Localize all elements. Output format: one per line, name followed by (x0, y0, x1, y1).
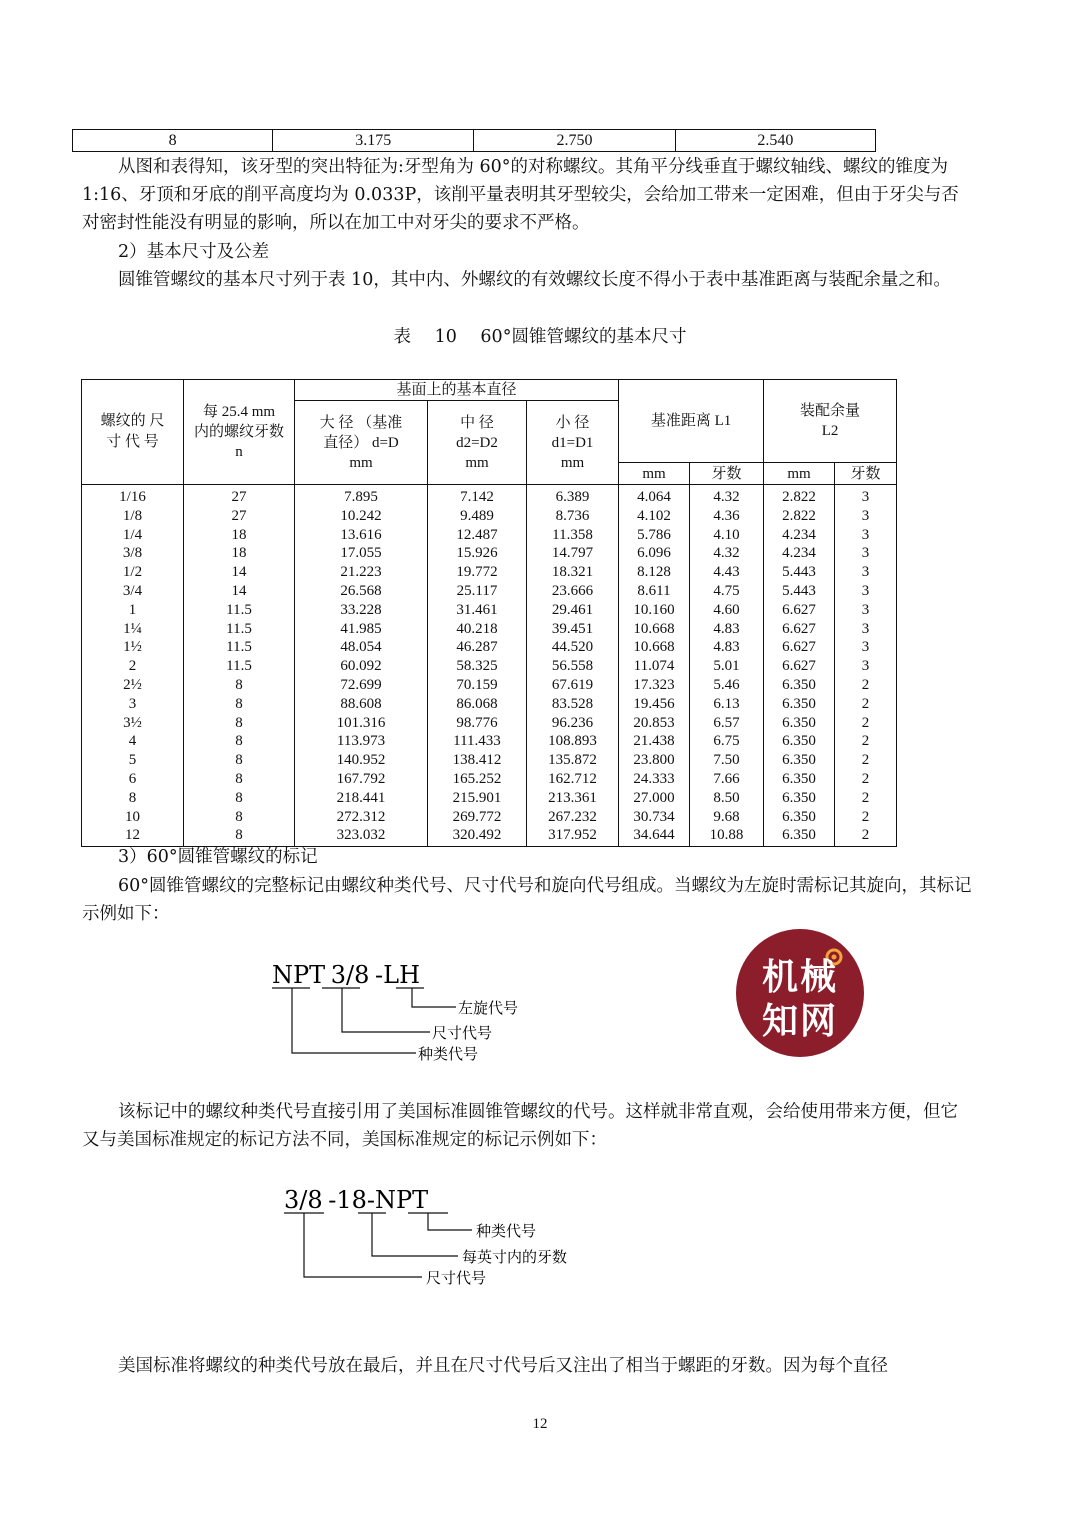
table-cell: 41.985 (295, 620, 428, 639)
table-cell: 30.734 (619, 808, 690, 827)
table-cell: 26.568 (295, 582, 428, 601)
table-cell: 11.5 (184, 601, 295, 620)
logo-text-line1: 机械 (761, 957, 838, 998)
table-cell: 4.43 (690, 563, 764, 582)
table-cell: 6.350 (764, 695, 835, 714)
table-cell: 1/8 (82, 507, 184, 526)
table-cell: 8 (184, 695, 295, 714)
table-cell: 7.895 (295, 485, 428, 507)
table-cell: 11.358 (527, 526, 619, 545)
header-unit-mm: mm (764, 463, 835, 485)
table-cell: 4.32 (690, 485, 764, 507)
heading-text: 3）60°圆锥管螺纹的标记 (118, 847, 318, 867)
table-cell: 4.234 (764, 526, 835, 545)
table-cell: 10 (82, 808, 184, 827)
table-cell: 267.232 (527, 808, 619, 827)
table-cell: 10.160 (619, 601, 690, 620)
table-cell: 4.83 (690, 638, 764, 657)
table-cell: 113.973 (295, 732, 428, 751)
header-text: 装配余量 L2 (800, 403, 861, 439)
table-cell: 70.159 (428, 676, 527, 695)
table-cell: 215.901 (428, 789, 527, 808)
table-cell: 21.223 (295, 563, 428, 582)
header-text: 螺纹的 尺 寸 代 号 (100, 413, 165, 450)
paragraph-marking (82, 872, 972, 928)
paragraph-basic-dimensions (82, 266, 972, 294)
table-cell: 8 (184, 732, 295, 751)
table-row (82, 695, 897, 714)
table-cell: 12 (82, 826, 184, 846)
table-cell: 1/16 (82, 485, 184, 507)
caption-text: 表 10 60°圆锥管螺纹的基本尺寸 (393, 327, 687, 347)
table-cell: 2 (835, 695, 897, 714)
table-cell: 3/4 (82, 582, 184, 601)
table-cell: 2 (82, 657, 184, 676)
table-cell: 2 (835, 714, 897, 733)
table-cell: 317.952 (527, 826, 619, 846)
table-cell: 7.142 (428, 485, 527, 507)
table-row (82, 808, 897, 827)
table-cell: 8 (82, 789, 184, 808)
table-row (73, 130, 876, 152)
header-text: 小 径 d1=D1 mm (551, 414, 594, 471)
label-size-code: 尺寸代号 (426, 1269, 487, 1287)
table-cell: 14 (184, 563, 295, 582)
logo-text-line2: 知网 (761, 1001, 838, 1042)
table-cell: 8 (184, 676, 295, 695)
table-cell: 56.558 (527, 657, 619, 676)
table-cell: 8 (184, 751, 295, 770)
marking-diagram-us-standard (272, 1180, 592, 1292)
table-cell: 8 (184, 770, 295, 789)
table-cell: 27 (184, 507, 295, 526)
table-cell: 6.350 (764, 826, 835, 846)
paragraph-text: 美国标准将螺纹的种类代号放在最后，并且在尺寸代号后又注出了相当于螺距的牙数。因为每个直径 (118, 1356, 888, 1376)
paragraph-us-standard (82, 1098, 972, 1154)
table-cell: 6.627 (764, 657, 835, 676)
table-cell: 2 (835, 808, 897, 827)
table-cell: 18 (184, 544, 295, 563)
header-text: 基面上的基本直径 (396, 382, 517, 398)
table-row (82, 507, 897, 526)
table-cell: 101.316 (295, 714, 428, 733)
table-cell: 10.242 (295, 507, 428, 526)
table-cell: 4.234 (764, 544, 835, 563)
paragraph-thread-features (82, 153, 972, 237)
table-cell: 17.323 (619, 676, 690, 695)
table-cell: 4.102 (619, 507, 690, 526)
table-cell: 218.441 (295, 789, 428, 808)
table-cell: 3 (835, 601, 897, 620)
header-thread-code (82, 380, 184, 485)
label-type-code: 种类代号 (418, 1045, 479, 1063)
table-cell: 11.5 (184, 657, 295, 676)
table-cell: 1½ (82, 638, 184, 657)
table-body (82, 485, 897, 847)
header-major-diameter (295, 401, 428, 485)
table-row (82, 714, 897, 733)
header-unit-teeth: 牙数 (690, 463, 764, 485)
table-cell: 5.01 (690, 657, 764, 676)
header-wrench-makeup (764, 380, 897, 463)
table-row (82, 676, 897, 695)
table-cell: 23.800 (619, 751, 690, 770)
table-cell: 111.433 (428, 732, 527, 751)
table-cell: 3 (835, 582, 897, 601)
table-cell: 88.608 (295, 695, 428, 714)
table-cell: 6.350 (764, 676, 835, 695)
table-cell: 6 (82, 770, 184, 789)
table-cell: 8.611 (619, 582, 690, 601)
table-cell: 27.000 (619, 789, 690, 808)
table-cell: 1/2 (82, 563, 184, 582)
table-cell: 8.128 (619, 563, 690, 582)
paragraph-text: 该标记中的螺纹种类代号直接引用了美国标准圆锥管螺纹的代号。这样就非常直观，会给使用带来方便，但它又与美国标准规定的标记方法不同，美国标准规定的标记示例如下： (82, 1102, 958, 1150)
table-cell: 27 (184, 485, 295, 507)
label-type-code: 种类代号 (476, 1222, 537, 1240)
table-cell: 24.333 (619, 770, 690, 789)
table-cell: 2.822 (764, 507, 835, 526)
table-cell: 4.75 (690, 582, 764, 601)
table-cell: 6.13 (690, 695, 764, 714)
table-row (82, 657, 897, 676)
paragraph-text: 60°圆锥管螺纹的完整标记由螺纹种类代号、尺寸代号和旋向代号组成。当螺纹为左旋时需标记其旋向，其标记示例如下： (82, 876, 972, 924)
table-cell: 6.096 (619, 544, 690, 563)
table-cell: 19.456 (619, 695, 690, 714)
table-cell: 5.443 (764, 582, 835, 601)
table-cell: 140.952 (295, 751, 428, 770)
table-cell: 13.616 (295, 526, 428, 545)
table-cell: 2 (835, 770, 897, 789)
table-row (82, 770, 897, 789)
table-cell: 6.350 (764, 732, 835, 751)
table-cell: 2 (835, 826, 897, 846)
table-cell: 3½ (82, 714, 184, 733)
table-cell: 323.032 (295, 826, 428, 846)
table-cell: 20.853 (619, 714, 690, 733)
table-cell: 96.236 (527, 714, 619, 733)
table-cell: 8 (184, 808, 295, 827)
table-cell: 18.321 (527, 563, 619, 582)
table-cell: 3 (835, 526, 897, 545)
table-cell: 8.736 (527, 507, 619, 526)
table-cell: 14 (184, 582, 295, 601)
table-cell: 25.117 (428, 582, 527, 601)
table-cell: 2 (835, 751, 897, 770)
table-cell: 3 (835, 563, 897, 582)
table-cell: 162.712 (527, 770, 619, 789)
table-cell: 6.350 (764, 770, 835, 789)
header-threads-per-inch (184, 380, 295, 485)
table-cell: 33.228 (295, 601, 428, 620)
table-cell: 98.776 (428, 714, 527, 733)
table-cell: 9.68 (690, 808, 764, 827)
table-cell: 3 (835, 638, 897, 657)
table-cell: 3 (835, 507, 897, 526)
table-cell: 11.5 (184, 620, 295, 639)
marking-code: NPT 3/8 -LH (272, 961, 421, 989)
table-cell: 2.822 (764, 485, 835, 507)
table-cell: 6.350 (764, 714, 835, 733)
table-row (82, 563, 897, 582)
table-cell: 108.893 (527, 732, 619, 751)
table-cell: 1¼ (82, 620, 184, 639)
table-row (82, 638, 897, 657)
table-cell: 4.10 (690, 526, 764, 545)
table-cell: 21.438 (619, 732, 690, 751)
table-cell: 18 (184, 526, 295, 545)
header-unit-mm: mm (619, 463, 690, 485)
table-row (82, 485, 897, 507)
table-cell: 6.627 (764, 620, 835, 639)
table-row (82, 601, 897, 620)
header-unit-teeth: 牙数 (835, 463, 897, 485)
table-cell: 9.489 (428, 507, 527, 526)
table-cell: 8 (184, 789, 295, 808)
table-cell: 86.068 (428, 695, 527, 714)
table-cell: 2½ (82, 676, 184, 695)
table-cell: 12.487 (428, 526, 527, 545)
header-minor-diameter (527, 401, 619, 485)
table-header-row (82, 380, 897, 401)
table-cell: 2.540 (675, 130, 875, 152)
table-cell: 8 (184, 826, 295, 846)
table-cell: 10.88 (690, 826, 764, 846)
label-left-hand-code: 左旋代号 (458, 999, 519, 1017)
header-text: 中 径 d2=D2 mm (456, 414, 498, 471)
table-cell: 3.175 (273, 130, 474, 152)
table-cell: 5.443 (764, 563, 835, 582)
table-cell: 6.350 (764, 789, 835, 808)
table-cell: 272.312 (295, 808, 428, 827)
table-row (82, 732, 897, 751)
label-threads-per-inch: 每英寸内的牙数 (462, 1248, 568, 1266)
table-cell: 10.668 (619, 620, 690, 639)
table-cell: 2 (835, 732, 897, 751)
table-row (82, 544, 897, 563)
table-cell: 5.786 (619, 526, 690, 545)
marking-code: 3/8 -18-NPT (284, 1186, 429, 1214)
table-cell: 31.461 (428, 601, 527, 620)
table-cell: 8.50 (690, 789, 764, 808)
table-row (82, 582, 897, 601)
section-heading-basic-dimensions (82, 238, 972, 266)
table-cell: 1 (82, 601, 184, 620)
table-cell: 4 (82, 732, 184, 751)
table-cell: 4.83 (690, 620, 764, 639)
table-cell: 11.074 (619, 657, 690, 676)
table-cell: 269.772 (428, 808, 527, 827)
table-cell: 3 (82, 695, 184, 714)
table-cell: 6.57 (690, 714, 764, 733)
section-heading-marking (82, 843, 972, 871)
table-cell: 6.350 (764, 751, 835, 770)
table-cell: 4.064 (619, 485, 690, 507)
table-cell: 11.5 (184, 638, 295, 657)
table-cell: 320.492 (428, 826, 527, 846)
table-row (82, 751, 897, 770)
table-cell: 5.46 (690, 676, 764, 695)
table-cell: 135.872 (527, 751, 619, 770)
table-cell: 5 (82, 751, 184, 770)
table-cell: 2 (835, 789, 897, 808)
table-cell: 46.287 (428, 638, 527, 657)
table-cell: 83.528 (527, 695, 619, 714)
heading-text: 2）基本尺寸及公差 (118, 242, 270, 262)
table-cell: 8 (184, 714, 295, 733)
table-cell: 3 (835, 620, 897, 639)
paragraph-text: 圆锥管螺纹的基本尺寸列于表 10，其中内、外螺纹的有效螺纹长度不得小于表中基准距离与装配余量之和。 (118, 270, 951, 290)
table-cell: 6.627 (764, 601, 835, 620)
table-cell: 15.926 (428, 544, 527, 563)
table-cell: 3 (835, 544, 897, 563)
table-cell: 6.627 (764, 638, 835, 657)
table-cell: 3 (835, 485, 897, 507)
page-number: 12 (532, 1416, 548, 1432)
header-basic-diameter (295, 380, 619, 401)
table-cell: 138.412 (428, 751, 527, 770)
table-cell: 29.461 (527, 601, 619, 620)
previous-table-fragment (72, 129, 876, 152)
table-cell: 17.055 (295, 544, 428, 563)
table-row (82, 620, 897, 639)
table-cell: 14.797 (527, 544, 619, 563)
table-cell: 58.325 (428, 657, 527, 676)
table-cell: 4.32 (690, 544, 764, 563)
table-cell: 7.50 (690, 751, 764, 770)
paragraph-text: 从图和表得知，该牙型的突出特征为:牙型角为 60°的对称螺纹。其角平分线垂直于螺纹轴线、螺纹的锥度为 1:16、牙顶和牙底的削平高度均为 0.033P，该削平量表明其牙型较尖，会给加工带来一定困难，但由于牙尖与否对密封性能没有明显的影响，所以在加工中对牙尖的要求不严格。 (82, 157, 959, 233)
label-size-code: 尺寸代号 (432, 1024, 493, 1042)
table-cell: 3 (835, 657, 897, 676)
table-cell: 3/8 (82, 544, 184, 563)
header-text: 基准距离 L1 (650, 413, 732, 429)
table-cell: 34.644 (619, 826, 690, 846)
table-cell: 6.389 (527, 485, 619, 507)
table-cell: 19.772 (428, 563, 527, 582)
table-cell: 165.252 (428, 770, 527, 789)
table-cell: 67.619 (527, 676, 619, 695)
table-cell: 23.666 (527, 582, 619, 601)
table-cell: 10.668 (619, 638, 690, 657)
header-gauge-length (619, 380, 764, 463)
table-cell: 7.66 (690, 770, 764, 789)
table-cell: 2 (835, 676, 897, 695)
table-row (82, 526, 897, 545)
npt-basic-dimensions-table (81, 379, 897, 847)
table-cell: 213.361 (527, 789, 619, 808)
table-cell: 4.36 (690, 507, 764, 526)
table-row (82, 789, 897, 808)
table-cell: 39.451 (527, 620, 619, 639)
header-text: 大 径 （基准直径） d=D mm (319, 414, 403, 471)
header-pitch-diameter (428, 401, 527, 485)
table-cell: 167.792 (295, 770, 428, 789)
table-cell: 1/4 (82, 526, 184, 545)
table-cell: 72.699 (295, 676, 428, 695)
paragraph-us-standard-continued (82, 1352, 972, 1380)
table-cell: 6.75 (690, 732, 764, 751)
table-cell: 8 (73, 130, 273, 152)
marking-diagram-npt-lh (260, 955, 560, 1070)
header-text: 每 25.4 mm 内的螺纹牙数 n (194, 404, 285, 460)
table-cell: 44.520 (527, 638, 619, 657)
table-cell: 40.218 (428, 620, 527, 639)
table-cell: 2.750 (474, 130, 675, 152)
table-cell: 48.054 (295, 638, 428, 657)
table-cell: 4.60 (690, 601, 764, 620)
table-cell: 60.092 (295, 657, 428, 676)
table-caption (0, 323, 1080, 351)
table-cell: 6.350 (764, 808, 835, 827)
